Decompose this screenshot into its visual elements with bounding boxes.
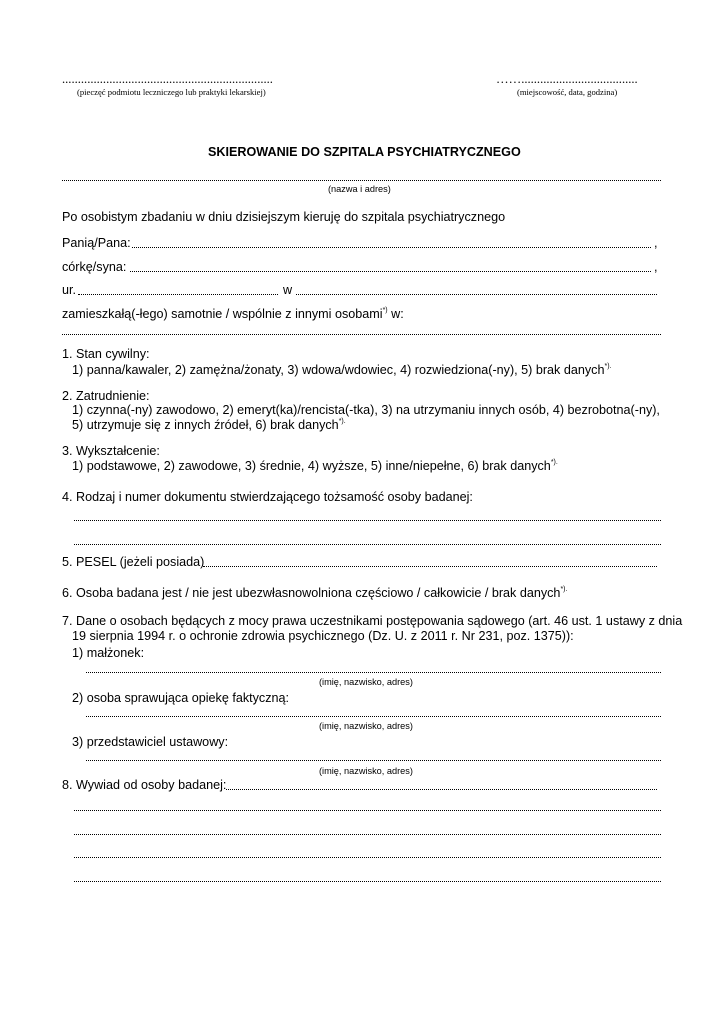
corke-syna-field[interactable]: [130, 271, 651, 272]
section-4-title: 4. Rodzaj i numer dokumentu stwierdzającego tożsamość osoby badanej:: [62, 490, 473, 504]
spouse-label: 1) małżonek:: [72, 646, 145, 660]
corke-syna-comma: ,: [654, 260, 658, 274]
section-6-title[interactable]: 6. Osoba badana jest / nie jest ubezwłasnowolniona częściowo / całkowicie / brak danych*).: [62, 586, 568, 600]
id-document-line-2[interactable]: [74, 544, 661, 545]
section-7-line1: 7. Dane o osobach będących z mocy prawa uczestnikami postępowania sądowego (art. 46 ust. 1 ustawy z dnia: [62, 614, 683, 628]
interview-field-4[interactable]: [74, 881, 661, 882]
spouse-caption: (imię, nazwisko, adres): [319, 677, 413, 687]
residence-label: zamieszkałą(-łego) samotnie / wspólnie z innymi osobami*) w:: [62, 307, 404, 321]
section-5-title: 5. PESEL (jeżeli posiada): [62, 555, 205, 569]
corke-syna-label: córkę/syna:: [62, 260, 127, 274]
pani-pana-comma: ,: [654, 236, 658, 250]
birth-date-field[interactable]: [78, 294, 278, 295]
section-7-line2: 19 sierpnia 1994 r. o ochronie zdrowia psychicznego (Dz. U. z 2011 r. Nr 231, poz. 1375)):: [72, 629, 574, 643]
stamp-dots: ...................................................................: [62, 72, 273, 86]
w-label: w: [283, 283, 293, 297]
intro-text: Po osobistym zbadaniu w dniu dzisiejszym kieruję do szpitala psychiatrycznego: [62, 210, 506, 224]
caregiver-label: 2) osoba sprawująca opiekę faktyczną:: [72, 691, 290, 705]
stamp-caption-label: (pieczęć podmiotu leczniczego lub praktyki lekarskiej): [77, 87, 266, 97]
interview-field-2[interactable]: [74, 834, 661, 835]
section-8-title: 8. Wywiad od osoby badanej:: [62, 778, 227, 792]
section-1-options[interactable]: 1) panna/kawaler, 2) zamężna/żonaty, 3) wdowa/wdowiec, 4) rozwiedziona(-ny), 5) brak danych*).: [72, 363, 612, 377]
section-1-title: 1. Stan cywilny:: [62, 347, 150, 361]
id-document-line-1[interactable]: [74, 520, 661, 521]
legal-rep-caption: (imię, nazwisko, adres): [319, 766, 413, 776]
caregiver-caption: (imię, nazwisko, adres): [319, 721, 413, 731]
spouse-field[interactable]: [86, 672, 661, 673]
ur-label: ur.: [62, 283, 77, 297]
name-address-caption: (nazwa i adres): [328, 184, 391, 194]
pani-pana-label: Panią/Pana:: [62, 236, 131, 250]
birth-place-field[interactable]: [296, 294, 657, 295]
place-date-dots: …….....................................: [496, 72, 638, 86]
caregiver-field[interactable]: [86, 716, 661, 717]
residence-field[interactable]: [62, 334, 661, 335]
name-address-line[interactable]: [62, 180, 661, 181]
section-3-options[interactable]: 1) podstawowe, 2) zawodowe, 3) średnie, 4) wyższe, 5) inne/niepełne, 6) brak danych*).: [72, 459, 558, 473]
interview-field-1[interactable]: [74, 810, 661, 811]
section-2-title: 2. Zatrudnienie:: [62, 389, 150, 403]
legal-rep-field[interactable]: [86, 760, 661, 761]
page-title: SKIEROWANIE DO SZPITALA PSYCHIATRYCZNEGO: [208, 145, 521, 159]
legal-rep-label: 3) przedstawiciel ustawowy:: [72, 735, 229, 749]
interview-field-0[interactable]: [226, 789, 657, 790]
place-date-caption: (miejscowość, data, godzina): [517, 87, 618, 97]
pesel-field[interactable]: [203, 566, 657, 567]
pani-pana-field[interactable]: [132, 247, 651, 248]
section-2-options-line2[interactable]: 5) utrzymuje się z innych źródeł, 6) brak danych*).: [72, 418, 346, 432]
section-3-title: 3. Wykształcenie:: [62, 444, 160, 458]
interview-field-3[interactable]: [74, 857, 661, 858]
section-2-options-line1[interactable]: 1) czynna(-ny) zawodowo, 2) emeryt(ka)/rencista(-tka), 3) na utrzymaniu innych osób, 4) bezrobotna(-ny),: [72, 403, 660, 417]
